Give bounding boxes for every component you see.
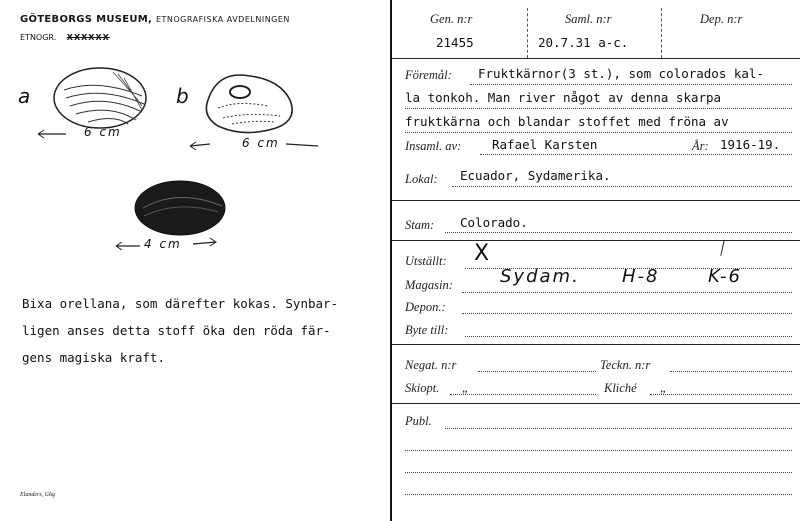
saml-label: Saml. n:r bbox=[565, 12, 612, 26]
col-divider-2 bbox=[661, 8, 662, 58]
byte-label: Byte till: bbox=[405, 323, 449, 337]
publ-label: Publ. bbox=[405, 414, 432, 428]
museum-name: GÖTEBORGS MUSEUM, bbox=[20, 14, 153, 25]
skiopt-label: Skiopt. bbox=[405, 381, 440, 395]
seed-a-label: a bbox=[18, 84, 33, 108]
depon-label: Depon.: bbox=[405, 300, 446, 314]
museum-header bbox=[20, 14, 290, 25]
kliche-label: Kliché bbox=[604, 381, 637, 395]
foremal-line-2: la tonkoh. Man river något av denna skarpa bbox=[405, 90, 722, 105]
etnogr-value: XXXXXX bbox=[66, 33, 110, 42]
negat-label: Negat. n:r bbox=[405, 358, 457, 372]
utstallt-label: Utställt: bbox=[405, 254, 447, 268]
col-divider-1 bbox=[527, 8, 528, 58]
etnogr-label: ETNOGR. bbox=[20, 33, 57, 42]
rule-2 bbox=[392, 200, 800, 201]
lokal-label: Lokal: bbox=[405, 172, 438, 186]
ar-label: År: bbox=[692, 139, 709, 153]
foremal-line-1: Fruktkärnor(3 st.), som colorados kal- bbox=[478, 66, 764, 81]
seed-c-drawing bbox=[135, 181, 225, 235]
saml-value: 20.7.31 a-c. bbox=[538, 35, 629, 50]
rule-5 bbox=[392, 403, 800, 404]
teckn-label: Teckn. n:r bbox=[600, 358, 651, 372]
seed-c-scale: 4 cm bbox=[144, 237, 182, 251]
ar-value: 1916-19. bbox=[720, 137, 781, 152]
seed-a-scale: 6 cm bbox=[84, 125, 122, 139]
dep-label: Dep. n:r bbox=[700, 12, 743, 26]
rule-4 bbox=[392, 344, 800, 345]
utstallt-value: X bbox=[474, 241, 492, 266]
rule-top bbox=[392, 58, 800, 59]
left-note bbox=[22, 290, 338, 371]
foremal-label: Föremål: bbox=[405, 68, 452, 82]
gen-label: Gen. n:r bbox=[430, 12, 473, 26]
seed-b-label: b bbox=[176, 84, 191, 108]
magasin-value-2: H-8 bbox=[622, 266, 660, 287]
magasin-label: Magasin: bbox=[405, 278, 453, 292]
rule-3 bbox=[392, 240, 800, 241]
stam-label: Stam: bbox=[405, 218, 435, 232]
insaml-label: Insaml. av: bbox=[405, 139, 462, 153]
museum-department: ETNOGRAFISKA AVDELNINGEN bbox=[155, 15, 290, 24]
tick-mark bbox=[720, 240, 724, 256]
kliche-ditto: „ bbox=[660, 381, 666, 395]
left-note-line: gens magiska kraft. bbox=[22, 350, 165, 365]
magasin-value-3: K-6 bbox=[708, 266, 742, 287]
seed-b-scale: 6 cm bbox=[242, 136, 280, 150]
lokal-value: Ecuador, Sydamerika. bbox=[460, 168, 611, 183]
seed-a-drawing bbox=[54, 68, 146, 128]
etnogr-line bbox=[20, 33, 110, 42]
card-divider bbox=[390, 0, 392, 521]
printer-mark: Elanders, Gbg bbox=[20, 492, 55, 498]
insaml-value: Rafael Karsten bbox=[492, 137, 598, 152]
skiopt-ditto: „ bbox=[462, 381, 468, 395]
magasin-value-1: Sydam. bbox=[500, 266, 580, 287]
seed-b-drawing bbox=[206, 75, 292, 133]
seed-drawings bbox=[18, 60, 378, 260]
left-note-line: ligen anses detta stoff öka den röda fär- bbox=[22, 323, 331, 338]
stam-value: Colorado. bbox=[460, 215, 528, 230]
foremal-line-3: fruktkärna och blandar stoffet med fröna av bbox=[405, 114, 729, 129]
gen-value: 21455 bbox=[436, 35, 474, 50]
left-note-line: Bixa orellana, som därefter kokas. Synbar- bbox=[22, 296, 339, 311]
